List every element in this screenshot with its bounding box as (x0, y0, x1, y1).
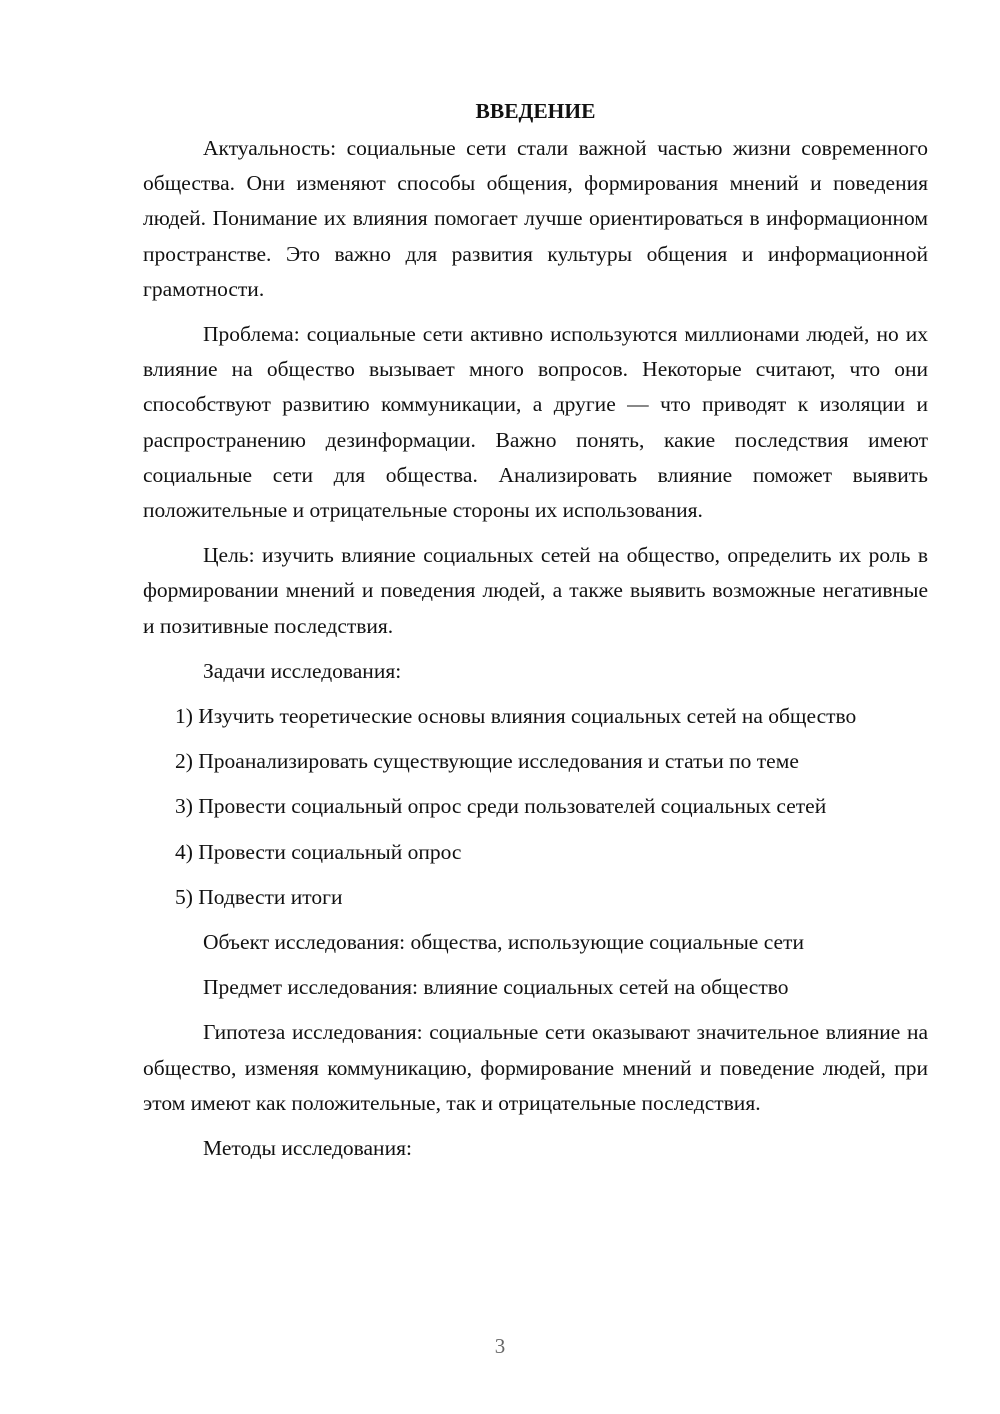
hypothesis-paragraph: Гипотеза исследования: социальные сети оказывают значительное влияние на общество, изменяя коммуникацию, формирование мнений и поведение людей, при этом имеют как положительные, так и отрицательные последствия. (143, 1020, 928, 1115)
task-item: 3) Провести социальный опрос среди пользователей социальных сетей (175, 794, 827, 819)
page-number: 3 (494, 1334, 506, 1358)
task-item: 1) Изучить теоретические основы влияния социальных сетей на общество (175, 704, 857, 729)
goal-paragraph: Цель: изучить влияние социальных сетей на общество, определить их роль в формировании мнений и поведения людей, а также выявить возможные негативные и позитивные последствия. (143, 543, 928, 638)
task-item: 2) Проанализировать существующие исследования и статьи по теме (175, 749, 799, 774)
methods-heading: Методы исследования: (203, 1136, 412, 1161)
relevance-paragraph: Актуальность: социальные сети стали важной частью жизни современного общества. Они изменяют способы общения, формирования мнений и поведения людей. Понимание их влияния помогает лучше ориентироваться в информационном пространстве. Это важно для развития культуры общения и информационной грамотности. (143, 136, 928, 301)
tasks-heading: Задачи исследования: (203, 658, 402, 683)
task-item: 4) Провести социальный опрос (175, 839, 462, 864)
object-paragraph: Объект исследования: общества, использующие социальные сети (203, 930, 804, 955)
subject-paragraph: Предмет исследования: влияние социальных сетей на общество (203, 975, 789, 1000)
page-content (143, 94, 928, 1176)
problem-paragraph: Проблема: социальные сети активно используются миллионами людей, но их влияние на общество вызывает много вопросов. Некоторые считают, что они способствуют развитию коммуникации, а другие — что приводят к изоляции и распространению дезинформации. Важно понять, какие последствия имеют социальные сети для общества. Анализировать влияние поможет выявить положительные и отрицательные стороны их использования. (143, 322, 928, 523)
section-heading: ВВЕДЕНИЕ (475, 99, 596, 123)
task-item: 5) Подвести итоги (175, 884, 343, 909)
